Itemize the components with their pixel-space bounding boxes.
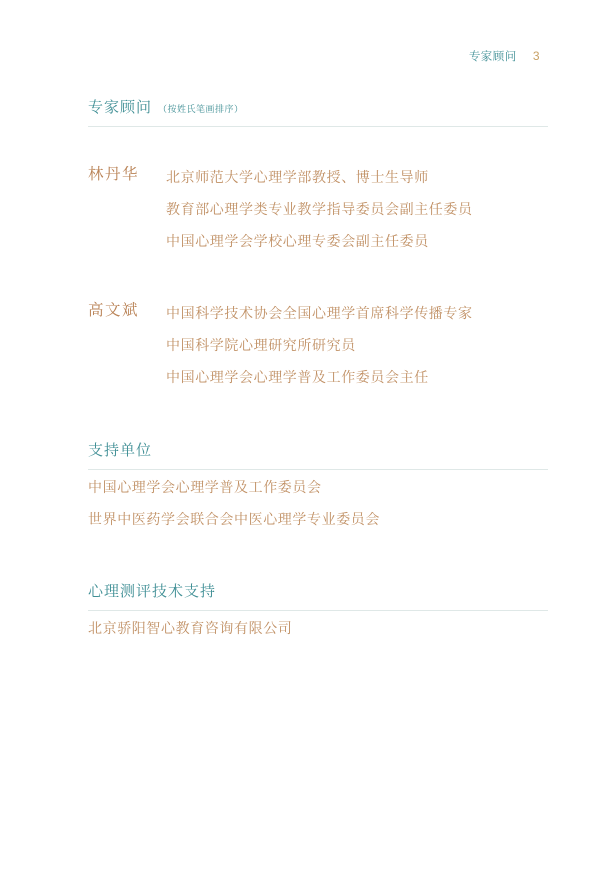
- advisor-credential-line: 北京师范大学心理学部教授、博士生导师: [166, 169, 429, 185]
- advisor-credentials: [166, 297, 548, 393]
- section-advisors-title: 专家顾问: [88, 99, 153, 116]
- advisor-entry: [88, 297, 548, 393]
- advisor-credential-line: 中国心理学会学校心理专委会副主任委员: [166, 233, 429, 249]
- supporting-unit-line: 世界中医药学会联合会中医心理学专业委员会: [88, 511, 380, 527]
- section-advisors: [88, 96, 548, 393]
- section-supporting-units-title: 支持单位: [88, 442, 153, 459]
- advisor-name: 高文斌: [88, 302, 140, 319]
- page-number: 3: [532, 49, 540, 63]
- section-advisors-note: （按姓氏笔画排序）: [158, 104, 244, 114]
- section-assessment-tech-support-divider: [88, 610, 548, 611]
- advisor-entry: [88, 161, 548, 257]
- section-supporting-units: [88, 439, 548, 534]
- supporting-unit-line: 中国心理学会心理学普及工作委员会: [88, 479, 322, 495]
- page-content: [88, 96, 548, 643]
- advisor-credential-line: 中国科学技术协会全国心理学首席科学传播专家: [166, 305, 473, 321]
- section-advisors-divider: [88, 126, 548, 127]
- section-assessment-tech-support: [88, 580, 548, 643]
- advisor-credential-line: 教育部心理学类专业教学指导委员会副主任委员: [166, 201, 473, 217]
- advisor-credential-line: 中国科学院心理研究所研究员: [166, 337, 356, 353]
- running-header: [469, 48, 540, 64]
- running-header-title: 专家顾问: [468, 51, 517, 63]
- advisor-name: 林丹华: [88, 166, 140, 183]
- section-supporting-units-divider: [88, 469, 548, 470]
- advisor-credential-line: 中国心理学会心理学普及工作委员会主任: [166, 369, 429, 385]
- advisor-credentials: [166, 161, 548, 257]
- section-advisors-heading: [88, 96, 548, 117]
- section-assessment-tech-support-title: 心理测评技术支持: [88, 583, 217, 600]
- assessment-tech-support-line: 北京骄阳智心教育咨询有限公司: [88, 620, 293, 636]
